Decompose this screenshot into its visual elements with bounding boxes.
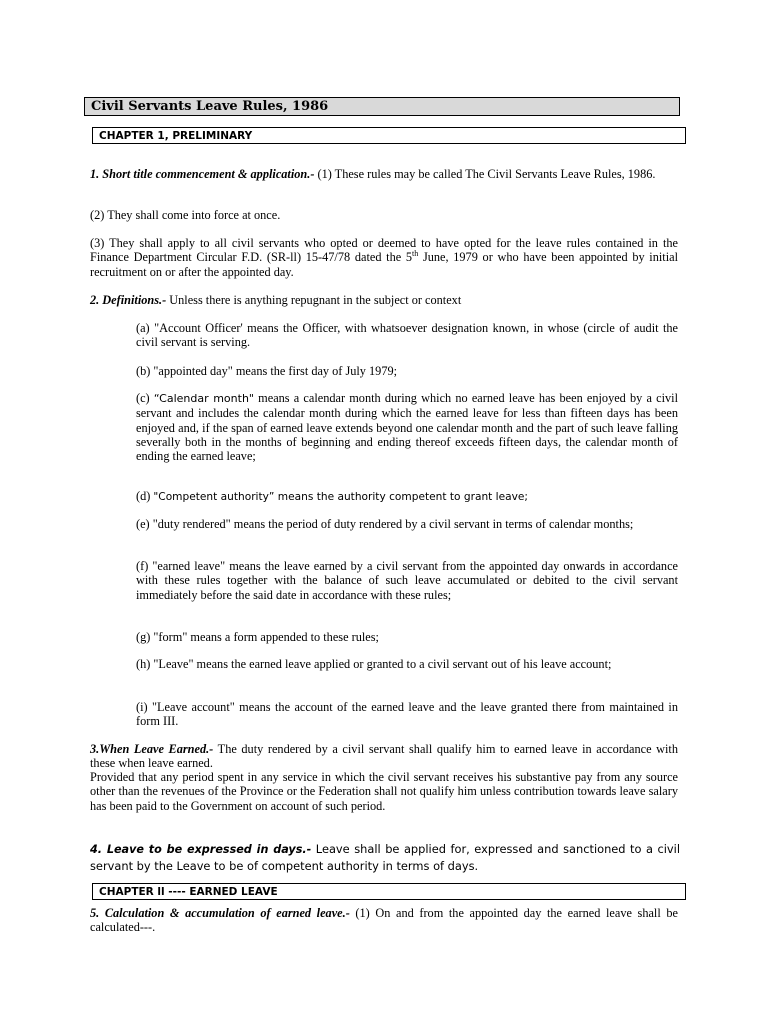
rule-1-text: (1) These rules may be called The Civil Servants Leave Rules, 1986.	[314, 167, 656, 181]
rule-1-clause-2: (2) They shall come into force at once.	[90, 208, 281, 222]
definition-i: (i) "Leave account" means the account of the earned leave and the leave granted there from maintained in form III.	[136, 700, 678, 729]
rule-1-paragraph	[90, 167, 678, 181]
rule-5-paragraph	[90, 906, 678, 935]
definition-c-prefix: (c)	[136, 391, 154, 405]
rule-3-heading: 3.When Leave Earned.-	[90, 742, 214, 756]
definition-g: (g) "form" means a form appended to these rules;	[136, 630, 379, 644]
rule-3-proviso: Provided that any period spent in any service in which the civil servant receives his substantive pay from any source other than the revenues of the Province or the Federation shall not qualify him unless contribution towards leave salary has been paid to the Government on account of such period.	[90, 770, 678, 813]
definition-d-prefix: (d)	[136, 489, 154, 503]
definition-a: (a) "Account Officer' means the Officer, with whatsoever designation known, in whose (circle of audit the civil servant is serving.	[136, 321, 678, 350]
rule-1-clause-3-text: (3) They shall apply to all civil servants who opted or deemed to have opted for the leave rules contained in the Finance Department Circular F.D. (SR-ll) 15-47/78 dated the 5	[90, 236, 678, 265]
definition-d-text: "Competent authority” means the authority competent to grant leave;	[153, 491, 528, 503]
chapter-1-heading: CHAPTER 1, PRELIMINARY	[99, 130, 253, 142]
definition-c-text: means a calendar month during which no earned leave has been enjoyed by a civil servant and includes the calendar month during which the earned leave for less than fifteen days has been enjoyed and, if the span of earned leave extends beyond one calendar month and the part of such leave falling severally both in the months of beginning and ending thereof exceeds fifteen days, the calendar month of ending the earned leave;	[136, 391, 678, 464]
rule-5-text: (1) On and from the appointed day the earned leave shall be calculated---.	[90, 906, 678, 935]
rule-4-text: Leave shall be applied for, expressed and sanctioned to a civil servant by the Leave to be of competent authority in terms of days.	[90, 842, 681, 873]
chapter-1-box	[92, 127, 686, 144]
definition-e: (e) "duty rendered" means the period of duty rendered by a civil servant in terms of calendar months;	[136, 517, 634, 531]
definition-f: (f) "earned leave" means the leave earned by a civil servant from the appointed day onwards in accordance with these rules together with the balance of such leave accumulated or debited to the civil servant immediately before the said date in accordance with these rules;	[136, 559, 678, 602]
rule-4-heading: 4. Leave to be expressed in days.-	[90, 843, 312, 856]
document-title: Civil Servants Leave Rules, 1986	[91, 99, 329, 114]
rule-3-paragraph	[90, 742, 678, 771]
rule-1-clause-3	[90, 236, 678, 279]
rule-1-clause-3-text-end: June, 1979 or who have been appointed by initial recruitment on or after the appointed day.	[90, 250, 678, 279]
definition-d	[136, 489, 678, 504]
chapter-2-heading: CHAPTER ll ---- EARNED LEAVE	[99, 886, 278, 898]
definition-c-term: “Calendar month"	[153, 392, 254, 405]
rule-1-heading: 1. Short title commencement & application.-	[90, 167, 315, 181]
definition-h: (h) "Leave" means the earned leave applied or granted to a civil servant out of his leave account;	[136, 657, 612, 671]
definition-b: (b) "appointed day" means the first day of July 1979;	[136, 364, 398, 378]
title-box	[84, 97, 680, 116]
rule-2-paragraph	[90, 293, 678, 307]
rule-5-heading: 5. Calculation & accumulation of earned leave.-	[90, 906, 350, 920]
rule-1-clause-3-superscript: th	[412, 249, 419, 259]
definition-c	[136, 391, 678, 463]
rule-4-paragraph	[90, 841, 680, 874]
rule-2-heading: 2. Definitions.-	[90, 293, 167, 307]
rule-2-text: Unless there is anything repugnant in the subject or context	[166, 293, 462, 307]
rule-3-text: The duty rendered by a civil servant shall qualify him to earned leave in accordance with these when leave earned.	[90, 742, 678, 771]
chapter-2-box	[92, 883, 686, 900]
